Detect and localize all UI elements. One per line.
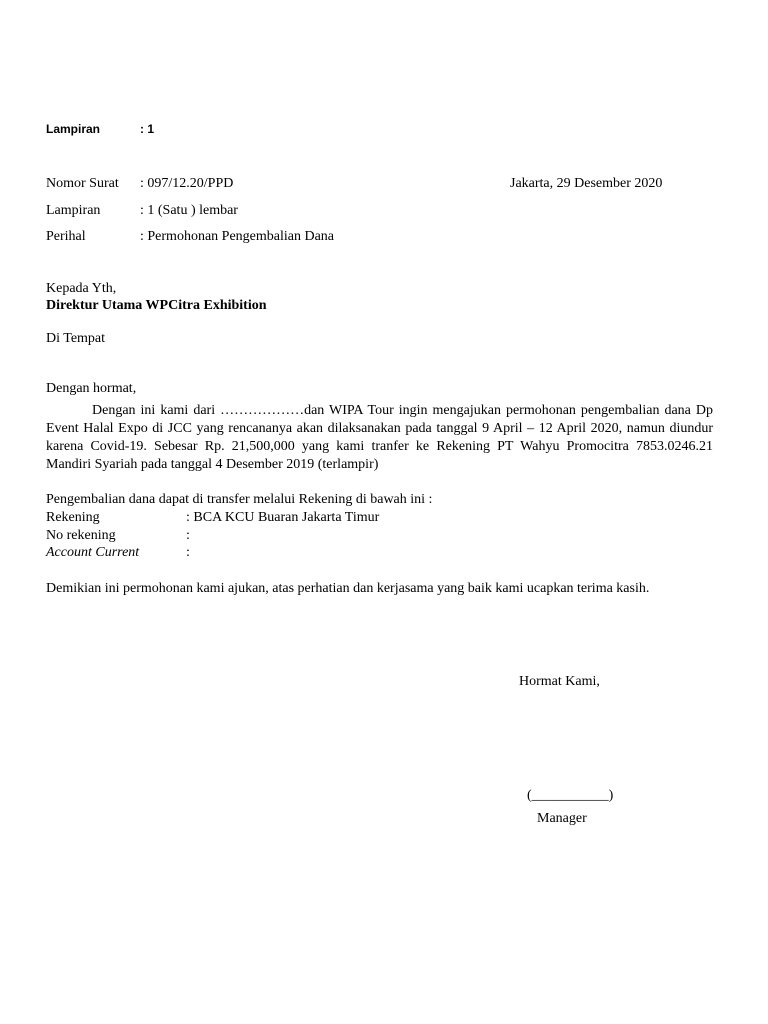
account-current-value: : [186,545,190,560]
header-lampiran-value: : 1 [140,122,155,136]
nomor-surat-label: Nomor Surat [46,176,119,191]
body-paragraph-text: Dengan ini kami dari ………………dan WIPA Tour ingin mengajukan permohonan pengembalian dana Dp Event Halal Expo di JCC yang rencananya akan dilaksanakan pada tanggal 9 April – 12 April 2020, namun diundur karena Covid-19. Sebesar Rp. 21,500,000 yang kami tranfer ke Rekening PT Wahyu Promocitra 7853.0246.21 Mandiri Syariah pada tanggal 4 Desember 2019 (terlampir) [46,403,713,472]
signature-regards: Hormat Kami, [519,674,600,689]
perihal-label: Perihal [46,229,86,244]
lampiran-label: Lampiran [46,203,101,218]
recipient-greeting: Kepada Yth, [46,281,117,296]
no-rekening-value: : [186,528,190,543]
body-paragraph [46,402,713,474]
nomor-surat-value: : 097/12.20/PPD [140,176,234,191]
rekening-value: : BCA KCU Buaran Jakarta Timur [186,510,380,525]
rekening-label: Rekening [46,510,100,525]
place-date: Jakarta, 29 Desember 2020 [510,176,663,191]
perihal-value: : Permohonan Pengembalian Dana [140,229,335,244]
header-lampiran-label: Lampiran [46,122,101,136]
recipient-name: Direktur Utama WPCitra Exhibition [46,298,267,313]
no-rekening-label: No rekening [46,528,116,543]
transfer-intro: Pengembalian dana dapat di transfer melalui Rekening di bawah ini : [46,492,433,507]
closing-sentence: Demikian ini permohonan kami ajukan, atas perhatian dan kerjasama yang baik kami ucapkan terima kasih. [46,581,650,596]
signature-title: Manager [537,811,587,826]
recipient-location: Di Tempat [46,331,106,346]
signature-name-placeholder: (___________) [527,788,614,803]
lampiran-value: : 1 (Satu ) lembar [140,203,238,218]
salutation: Dengan hormat, [46,381,137,396]
account-current-label: Account Current [46,545,140,560]
